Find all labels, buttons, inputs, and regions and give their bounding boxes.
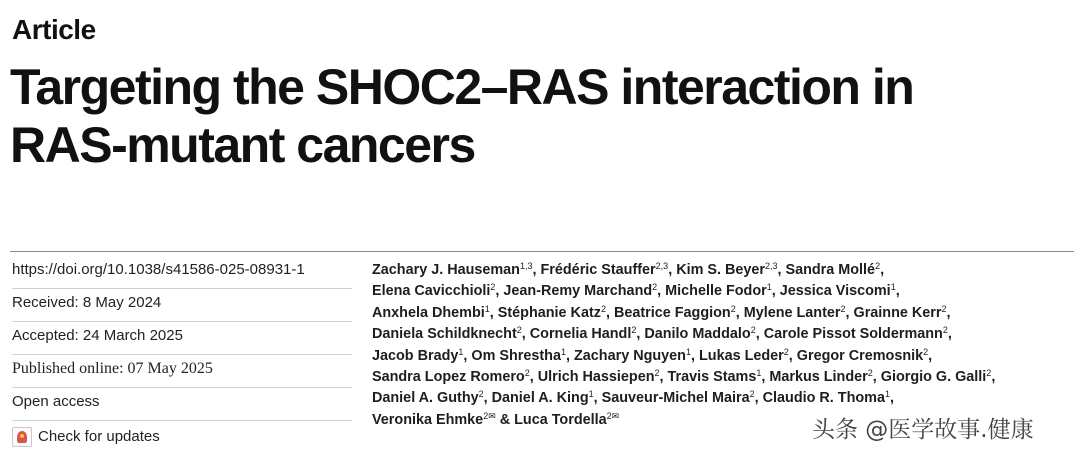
author-name[interactable]: Sandra Mollé (785, 262, 876, 278)
author-affiliation: 2 (875, 261, 881, 271)
author-separator: , (754, 390, 763, 407)
author-name[interactable]: Frédéric Stauffer (540, 262, 656, 278)
author-name[interactable]: Beatrice Faggion (613, 304, 731, 321)
article-title-line: Targeting the SHOC2–RAS interaction in (10, 59, 914, 115)
author-separator: , (845, 304, 854, 321)
author-affiliation: 2 (652, 282, 658, 293)
author-affiliation: 2 (478, 389, 484, 400)
author-name[interactable]: Grainne Kerr (853, 304, 942, 321)
author-name[interactable]: Daniel A. King (491, 390, 589, 407)
author-affiliation: 1 (890, 282, 896, 293)
author-name[interactable]: Giorgio G. Galli (880, 369, 987, 386)
author-separator: , (636, 326, 645, 343)
author-separator: , (872, 369, 881, 386)
author-separator: , (690, 347, 699, 364)
check-for-updates-label: Check for updates (38, 428, 160, 445)
author-separator: , (755, 326, 764, 343)
author-affiliation: 2 (600, 303, 606, 314)
author-name[interactable]: Markus Linder (769, 369, 868, 386)
author-line (372, 367, 1072, 388)
author-affiliation: 2 (631, 325, 637, 336)
author-name[interactable]: Cornelia Handl (529, 326, 632, 343)
author-line (372, 260, 1072, 281)
author-name[interactable]: Lukas Leder (698, 347, 784, 364)
author-name[interactable]: Claudio R. Thoma (762, 390, 885, 407)
author-list (372, 260, 1072, 431)
author-affiliation: 1 (458, 346, 464, 357)
author-affiliation: 2 (749, 389, 755, 400)
author-affiliation: 1 (685, 346, 691, 357)
author-separator: , (659, 369, 668, 386)
author-name[interactable]: Sauveur-Michel Maira (601, 390, 750, 407)
author-separator: , (593, 390, 602, 407)
author-separator: , (605, 304, 614, 321)
author-affiliation: 2,3 (764, 261, 778, 271)
author-separator: , (529, 369, 538, 386)
author-name[interactable]: Michelle Fodor (665, 283, 767, 300)
crossmark-icon (12, 427, 32, 447)
author-name[interactable]: Sandra Lopez Romero (372, 369, 525, 386)
author-separator: , (761, 369, 770, 386)
author-name[interactable]: Mylene Lanter (743, 304, 841, 321)
received-date: Received: 8 May 2024 (12, 289, 352, 322)
author-line (372, 346, 1072, 367)
author-affiliation: 2 (750, 325, 756, 336)
author-separator: , (895, 283, 900, 300)
author-separator: , (463, 347, 472, 364)
author-name[interactable]: Luca Tordella (514, 411, 607, 428)
accepted-date: Accepted: 24 March 2025 (12, 322, 352, 355)
author-name[interactable]: Veronika Ehmke (372, 411, 484, 428)
author-affiliation: 2 (783, 346, 789, 357)
author-separator: & (495, 411, 515, 428)
author-line (372, 324, 1072, 345)
author-affiliation: 2 (490, 282, 496, 293)
author-name[interactable]: Jessica Viscomi (779, 283, 891, 300)
author-name[interactable]: Jacob Brady (372, 347, 459, 364)
author-name[interactable]: Ulrich Hassiepen (537, 369, 655, 386)
header-divider (10, 251, 1074, 252)
watermark: 头条 @医学故事.健康 (812, 417, 1034, 443)
author-affiliation: 2 (840, 303, 846, 314)
author-line (372, 388, 1072, 409)
author-separator: , (735, 304, 744, 321)
author-name[interactable]: Anxhela Dhembi (372, 304, 485, 321)
author-affiliation: 2 (524, 368, 530, 379)
author-affiliation: 1,3 (519, 261, 533, 271)
published-date: Published online: 07 May 2025 (12, 355, 352, 388)
article-title (10, 58, 1070, 174)
author-affiliation: 1 (484, 303, 490, 314)
author-name[interactable]: Stéphanie Katz (497, 304, 601, 321)
author-name[interactable]: Danilo Maddalo (644, 326, 751, 343)
author-name[interactable]: Kim S. Beyer (676, 262, 765, 278)
author-affiliation: 2✉ (483, 410, 496, 421)
author-affiliation: 2 (730, 303, 736, 314)
author-separator: , (991, 369, 996, 386)
author-separator: , (777, 262, 786, 278)
author-affiliation: 2 (516, 325, 522, 336)
author-separator: , (880, 262, 885, 278)
author-separator: , (489, 304, 498, 321)
author-affiliation: 1 (766, 282, 772, 293)
author-affiliation: 2 (923, 346, 929, 357)
author-separator: , (532, 262, 541, 278)
author-separator: , (668, 262, 677, 278)
author-name[interactable]: Jean-Remy Marchand (503, 283, 653, 300)
author-name[interactable]: Zachary Nguyen (574, 347, 686, 364)
author-name[interactable]: Travis Stams (667, 369, 757, 386)
article-type-label: Article (12, 14, 96, 45)
author-name[interactable]: Daniel A. Guthy (372, 390, 479, 407)
author-affiliation: 2 (942, 325, 948, 336)
author-separator: , (889, 390, 894, 407)
author-line (372, 303, 1072, 324)
author-separator: , (521, 326, 530, 343)
author-separator: , (495, 283, 504, 300)
author-separator: , (788, 347, 797, 364)
author-separator: , (947, 326, 952, 343)
author-separator: , (657, 283, 666, 300)
author-affiliation: 1 (756, 368, 762, 379)
author-name[interactable]: Zachary J. Hauseman (372, 262, 520, 278)
author-line (372, 281, 1072, 302)
author-affiliation: 2 (654, 368, 660, 379)
author-name[interactable]: Carole Pissot Soldermann (763, 326, 943, 343)
doi-link[interactable]: https://doi.org/10.1038/s41586-025-08931-1 (12, 256, 352, 289)
article-title-line: RAS-mutant cancers (10, 117, 475, 173)
author-affiliation: 1 (884, 389, 890, 400)
author-affiliation: 1 (560, 346, 566, 357)
open-access-label[interactable]: Open access (12, 388, 352, 421)
author-affiliation: 2 (941, 303, 947, 314)
article-metadata (12, 256, 352, 453)
author-separator: , (483, 390, 492, 407)
author-affiliation: 2,3 (655, 261, 669, 271)
author-affiliation: 2✉ (606, 410, 620, 421)
check-for-updates-button[interactable] (12, 421, 352, 453)
author-name[interactable]: Gregor Cremosnik (796, 347, 924, 364)
author-affiliation: 2 (867, 368, 873, 379)
author-separator: , (928, 347, 933, 364)
author-name[interactable]: Daniela Schildknecht (372, 326, 517, 343)
author-separator: , (771, 283, 780, 300)
author-separator: , (946, 304, 951, 321)
author-name[interactable]: Om Shrestha (471, 347, 561, 364)
author-affiliation: 1 (588, 389, 594, 400)
author-name[interactable]: Elena Cavicchioli (372, 283, 491, 300)
author-affiliation: 2 (986, 368, 992, 379)
author-separator: , (566, 347, 574, 364)
